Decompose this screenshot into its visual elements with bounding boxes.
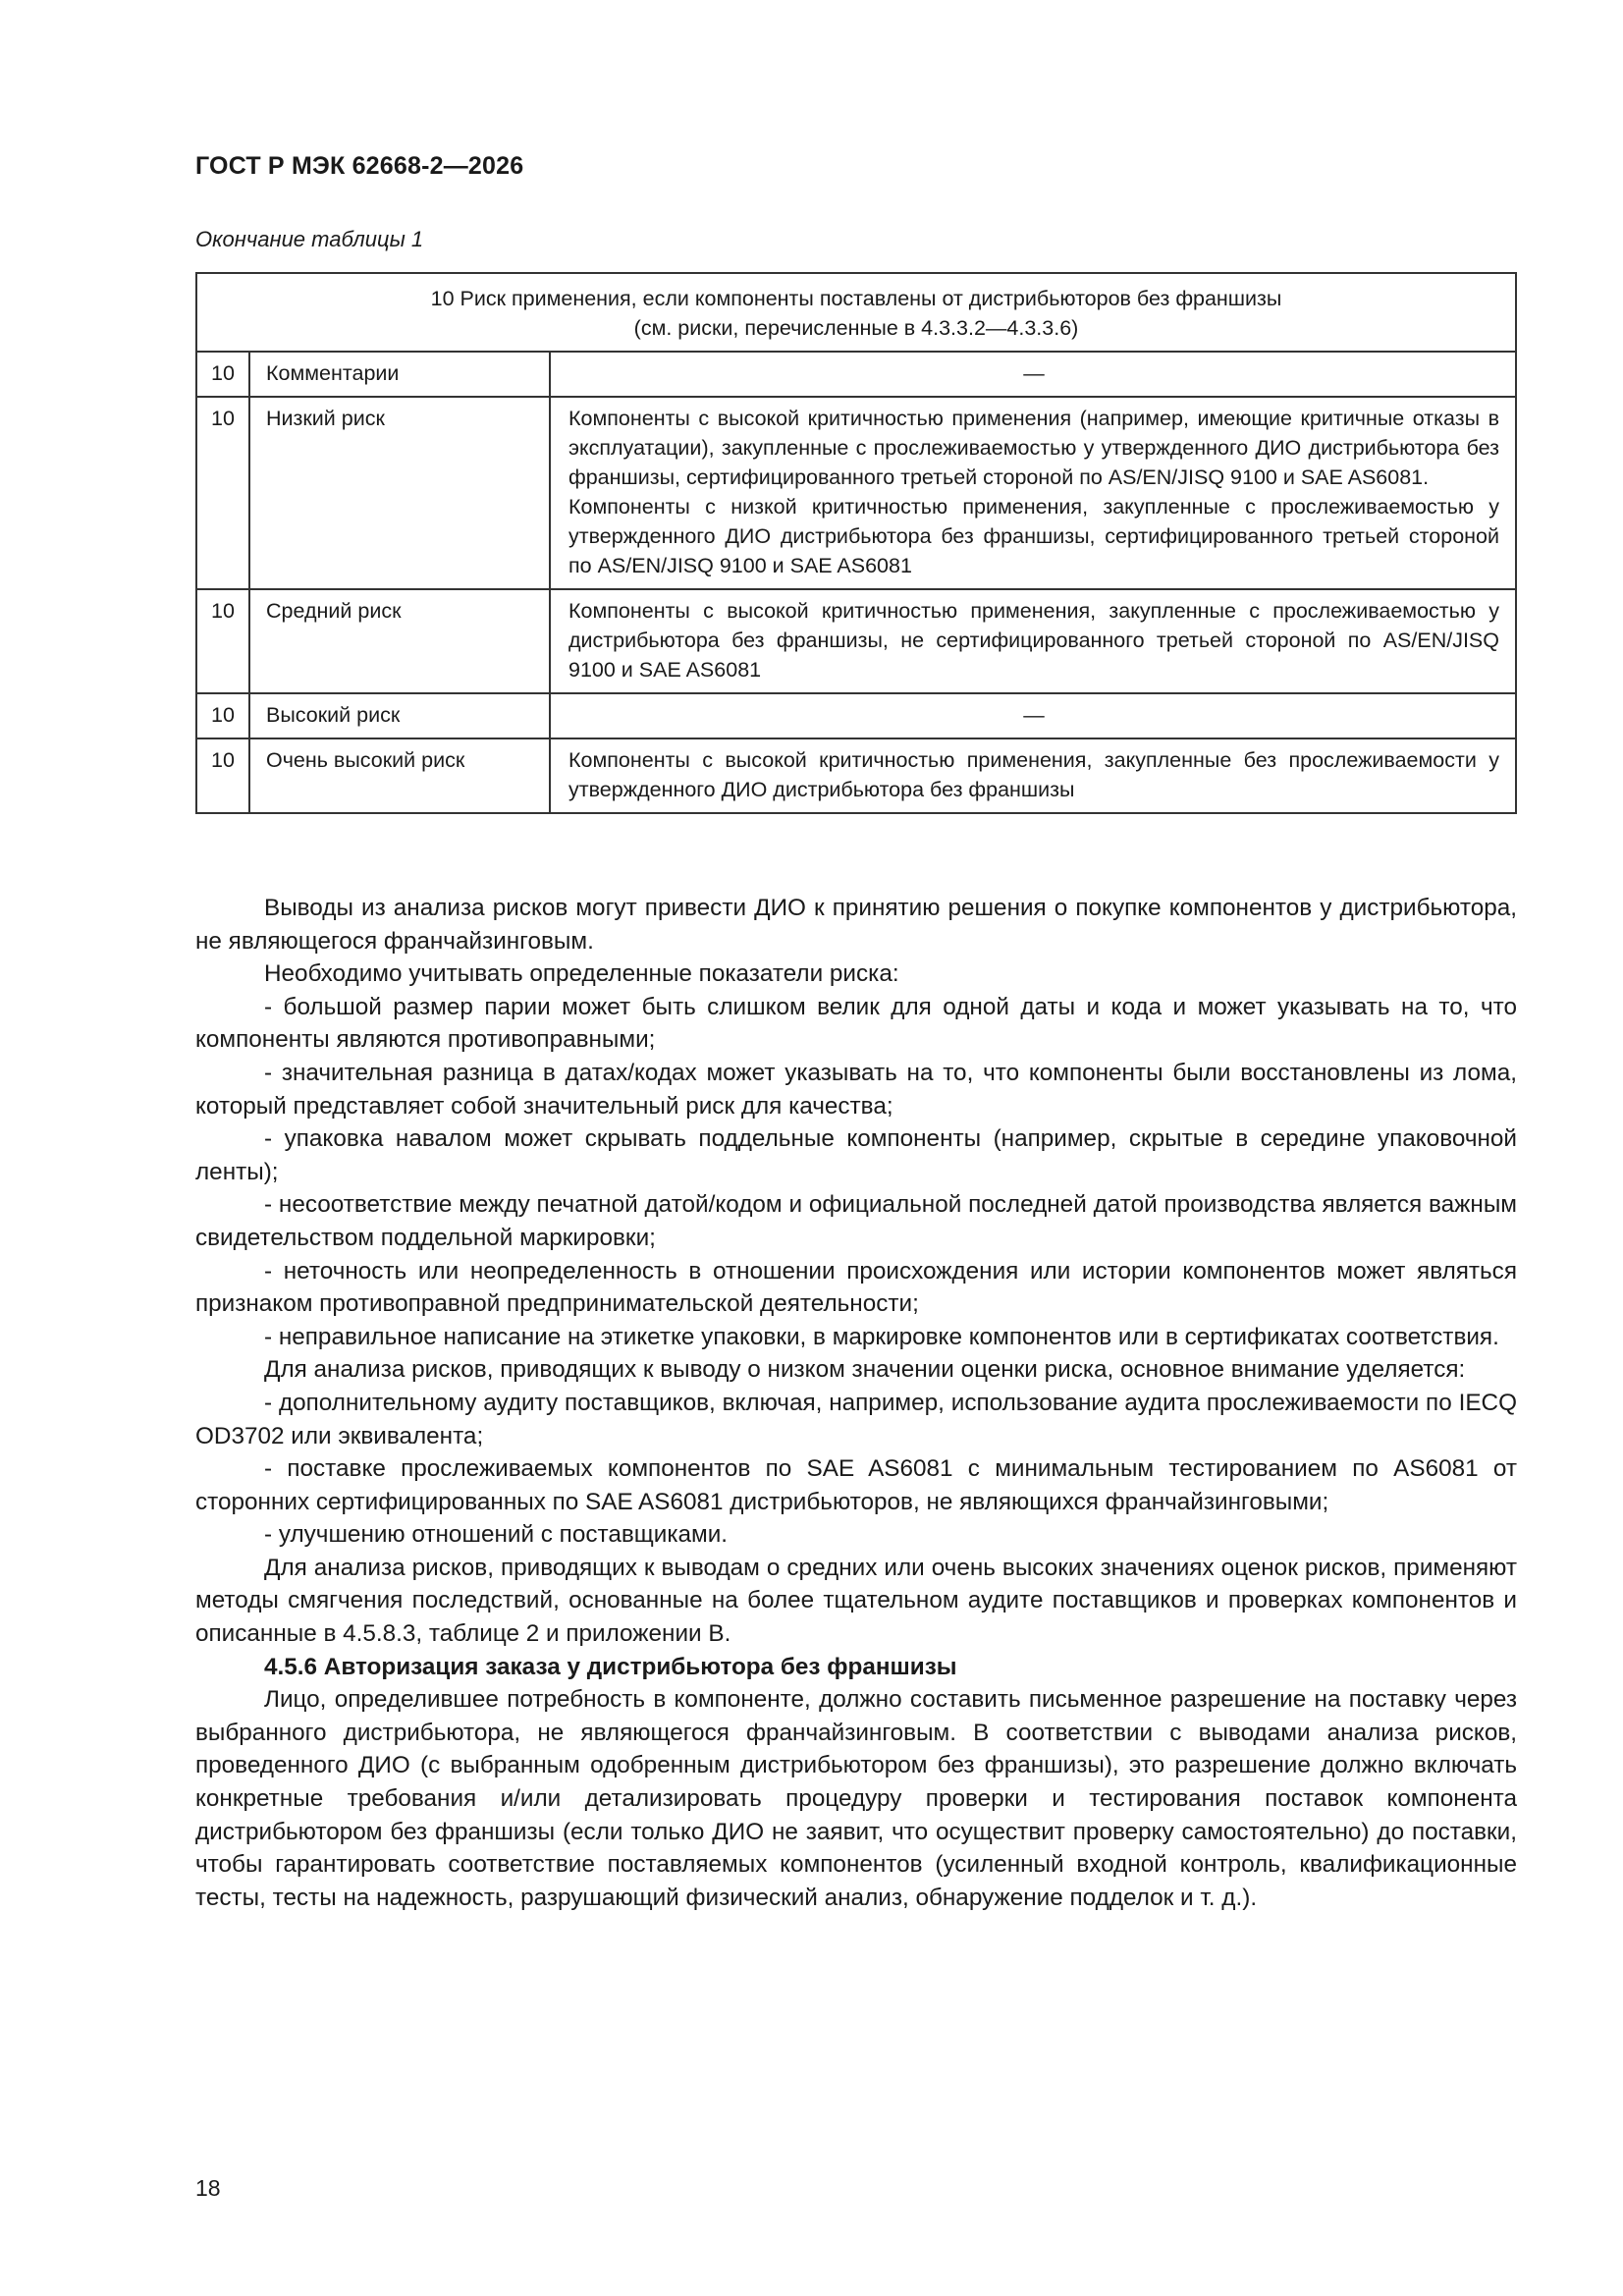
row-number: 10 bbox=[196, 589, 249, 693]
list-item: - значительная разница в датах/кодах может указывать на то, что компоненты были восстановлены из лома, который представляет собой значительный риск для качества; bbox=[195, 1059, 1517, 1120]
risk-description-part-1: Компоненты с высокой критичностью применения (например, имеющие критичные отказы в эксплуатации), закупленные с прослеживаемостью у утвержденного ДИО дистрибьютора без франшизы, сертифицированного третьей стороной по AS/EN/JISQ 9100 и SAE AS6081. bbox=[568, 407, 1499, 489]
paragraph: Необходимо учитывать определенные показатели риска: bbox=[264, 960, 899, 988]
risk-level: Комментарии bbox=[249, 352, 550, 397]
paragraph: Для анализа рисков, приводящих к выводам о средних или очень высоких значениях оценок рисков, применяют методы смягчения последствий, основанные на более тщательном аудите поставщиков и проверках компонентов и описанные в 4.5.8.3, таблице 2 и приложении В. bbox=[195, 1554, 1517, 1648]
risk-level: Высокий риск bbox=[249, 693, 550, 738]
row-number: 10 bbox=[196, 397, 249, 589]
page-number: 18 bbox=[195, 2175, 221, 2201]
list-item: - поставке прослеживаемых компонентов по SAE AS6081 с минимальным тестированием по AS6081 от сторонних сертифицированных по SAE AS6081 дистрибьюторов, не являющихся франчайзинговыми; bbox=[195, 1455, 1517, 1515]
table-row bbox=[196, 397, 1516, 589]
list-item: - большой размер парии может быть слишком велик для одной даты и кода и может указывать на то, что компоненты являются противоправными; bbox=[195, 993, 1517, 1054]
table-caption: Окончание таблицы 1 bbox=[195, 227, 424, 251]
list-item: - дополнительному аудиту поставщиков, включая, например, использование аудита прослеживаемости по IECQ OD3702 или эквивалента; bbox=[195, 1389, 1517, 1449]
risk-description: Компоненты с высокой критичностью применения, закупленные с прослеживаемостью у дистрибьютора без франшизы, не сертифицированного третьей стороной по AS/EN/JISQ 9100 и SAE AS6081 bbox=[550, 589, 1516, 693]
table-title-line-1: 10 Риск применения, если компоненты поставлены от дистрибьюторов без франшизы bbox=[430, 287, 1282, 310]
risk-level: Очень высокий риск bbox=[249, 738, 550, 813]
risk-level: Средний риск bbox=[249, 589, 550, 693]
table-title-line-2: (см. риски, перечисленные в 4.3.3.2—4.3.3.6) bbox=[633, 316, 1079, 340]
paragraph: Выводы из анализа рисков могут привести ДИО к принятию решения о покупке компонентов у дистрибьютора, не являющегося франчайзинговым. bbox=[195, 895, 1517, 955]
list-item: - неточность или неопределенность в отношении происхождения или истории компонентов может являться признаком противоправной предпринимательской деятельности; bbox=[195, 1257, 1517, 1318]
risk-description bbox=[550, 397, 1516, 589]
risk-level: Низкий риск bbox=[249, 397, 550, 589]
table-row bbox=[196, 693, 1516, 738]
document-header: ГОСТ Р МЭК 62668-2—2026 bbox=[195, 152, 524, 180]
list-item: - улучшению отношений с поставщиками. bbox=[264, 1521, 729, 1549]
table-row bbox=[196, 352, 1516, 397]
list-item: - несоответствие между печатной датой/кодом и официальной последней датой производства является важным свидетельством поддельной маркировки; bbox=[195, 1191, 1517, 1251]
risk-table bbox=[195, 272, 1517, 814]
table-title-row bbox=[196, 273, 1516, 352]
table-row bbox=[196, 738, 1516, 813]
row-number: 10 bbox=[196, 693, 249, 738]
list-item: - упаковка навалом может скрывать поддельные компоненты (например, скрытые в середине упаковочной ленты); bbox=[195, 1125, 1517, 1185]
paragraph: Для анализа рисков, приводящих к выводу о низком значении оценки риска, основное внимание уделяется: bbox=[264, 1356, 1466, 1384]
risk-description: — bbox=[550, 352, 1516, 397]
row-number: 10 bbox=[196, 738, 249, 813]
table-row bbox=[196, 589, 1516, 693]
risk-description: — bbox=[550, 693, 1516, 738]
risk-description-part-2: Компоненты с низкой критичностью применения, закупленные с прослеживаемостью у утвержденного ДИО дистрибьютора без франшизы, сертифицированного третьей стороной по AS/EN/JISQ 9100 и SAE AS6081 bbox=[568, 495, 1499, 577]
section-heading: 4.5.6 Авторизация заказа у дистрибьютора без франшизы bbox=[264, 1653, 957, 1680]
risk-description: Компоненты с высокой критичностью применения, закупленные без прослеживаемости у утвержденного ДИО дистрибьютора без франшизы bbox=[550, 738, 1516, 813]
row-number: 10 bbox=[196, 352, 249, 397]
list-item: - неправильное написание на этикетке упаковки, в маркировке компонентов или в сертификатах соответствия. bbox=[264, 1323, 1499, 1350]
body-text bbox=[195, 892, 1517, 1914]
paragraph: Лицо, определившее потребность в компоненте, должно составить письменное разрешение на поставку через выбранного дистрибьютора, не являющегося франчайзинговым. В соответствии с выводами анализа рисков, проведенного ДИО (с выбранным одобренным дистрибьютором без франшизы), это разрешение должно включать конкретные требования и/или детализировать процедуру проверки и тестирования поставок компонента дистрибьютором без франшизы (если только ДИО не заявит, что осуществит проверку самостоятельно) до поставки, чтобы гарантировать соответствие поставляемых компонентов (усиленный входной контроль, квалификационные тесты, тесты на надежность, разрушающий физический анализ, обнаружение подделок и т. д.). bbox=[195, 1686, 1517, 1911]
table-title-cell bbox=[196, 273, 1516, 352]
